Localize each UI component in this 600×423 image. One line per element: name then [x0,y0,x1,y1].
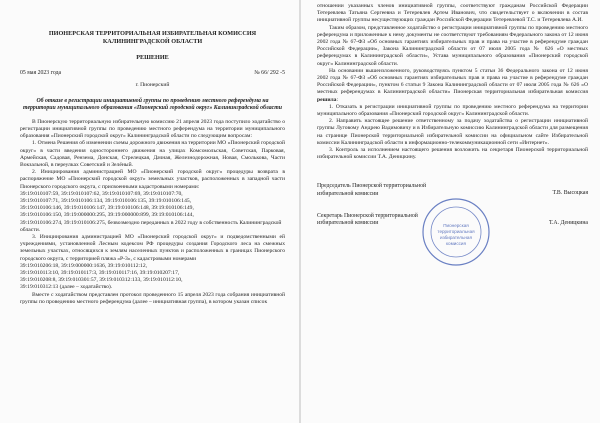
cadastral-line: 39:19:010106:274, 39:19:010106:275, безвозмездно переданных в 2022 году в собственность Калининградской области. [20,219,282,233]
paragraph-basis [317,68,588,104]
decision-subject: Об отказе в регистрации инициативной группы по проведению местного референдума на территории муниципального образования «Пионерский городской округ» Калининградской области [23,98,282,112]
decision-number: № 66/ 292 -5 [254,70,285,76]
resolved-word: решила [317,96,337,103]
paragraph-question-3: 3. Инициирования администрацией МО «Пионерский городской округ» и подведомственными ей учреждениями, установленной Лесным кодексом РФ процедуры создания Городского леса на смежных земельных участках, относящихся к землям населенных пунктов и расположенных в границах Пионерского городского округа, с территорией пляжа «Р-3», с кадастровыми номерами [20,234,285,262]
cadastral-line: 39:19:010106:150, 39:19:000000:295, 39:19:000000:899, 39:19:010106:144, [20,212,194,219]
decision-date: 05 мая 2023 года [20,70,62,76]
svg-text:комиссия: комиссия [446,241,466,247]
paragraph-question-2: 2. Инициирования администрацией МО «Пионерский городской округ» процедуры возврата в распоряжение МО «Пионерский городской округ» земельных участков, расположенных в западной части Пионерского городского округа, с присвоенными кадастровыми номерами: [20,169,285,190]
document-page-2 [301,0,600,423]
document-page-1 [0,0,299,423]
organization-name: ПИОНЕРСКАЯ ТЕРРИТОРИАЛЬНАЯ ИЗБИРАТЕЛЬНАЯ КОМИССИЯ КАЛИНИНГРАДСКОЙ ОБЛАСТИ [48,30,257,45]
commission-seal-stamp [421,197,491,267]
svg-text:избирательная: избирательная [440,235,472,241]
resolution-item-1: 1. Отказать в регистрации инициативной группы по проведению местного референдума на территории муниципального образования «Пионерский городской округ» Калининградской области. [317,103,588,118]
date-number-line [20,70,285,76]
place-of-issue: г. Пионерский [135,82,170,88]
resolution-item-3: 3. Контроль за исполнением настоящего решения возложить на секретаря Пионерской территориальной избирательной комиссии Т.А. Деницкину. [317,147,588,161]
cadastral-list-2 [20,263,285,292]
paragraph-intro: В Пионерскую территориальную избирательную комиссию 21 апреля 2023 года поступило ходатайство о регистрации инициативной группы по проведению местного референдума на территории муниципального образования «Пионерский городской округ» Калининградской области по следующим вопросам: [20,118,285,140]
cadastral-line: 39:19:010113:10, 39:19:010117:3, 39:19:010117:16, 39:19:010207:17, [20,270,180,277]
cadastral-list-1 [20,191,285,234]
cadastral-line: 39:19:010312:13 (далее – ходатайство). [20,284,113,291]
basis-colon: : [336,96,339,103]
paragraph-question-1: 1. Отмена Решения об изменении схемы дорожного движения на территории МО «Пионерский городской округ» в части введения одностороннего движения на улицах Комсомольская, Советская, Парковая, Армейская, Садовая, Рензема, Донская, Стрелецкая, Дачная, Железнодорожная, Новая, Смолькова, Части Вокзальной, в переулках Советский и Зелёный. [20,140,285,169]
cadastral-line: 39:19:010107:71, 39:19:010106:134, 39:19:010106:135, 39:19:010106:145, [20,198,192,205]
secretary-title-line-1: Секретарь Пионерской территориальной [317,212,418,219]
cadastral-line: 39:19:010208:8, 39:19:010301:57, 39:19:010312:133, 39:19:010112:10, [20,277,183,284]
chairman-name: Т.В. Высоцкая [552,190,588,197]
chairman-signature-row [317,183,588,198]
basis-text: На основании вышеизложенного, руководствуясь пунктом 5 статьи 36 Федерального закона от 12 июня 2002 года № 67-ФЗ «Об основных гарантиях избирательных прав и права на участие в референдуме граждан Российской Федерации», пунктом 6 статьи 9 Закона Калининградской области от 07 июля 2005 года № 626 «О местных референдумах в Калининградской области» Пионерская территориальная избирательная комиссия [317,67,588,96]
svg-text:Пионерская: Пионерская [443,223,469,229]
cadastral-line: 39:19:010106:146, 39:19:010106:147, 39:19:010106:148, 39:19:010106:149, [20,205,194,212]
paragraph-conclusion: Таким образом, представленное ходатайство о регистрации инициативной группы по проведению местного референдума и приложенные к нему документы не соответствуют требованиям Федерального закона от 12 июня 2002 года № 67-ФЗ «Об основных гарантиях избирательных прав и права на участие в референдуме граждан Российской Федерации», Закона Калининградской области от 07 июля 2005 года № 626 «О местных референдумах в Калининградской области», Устава муниципального образования «Пионерский городской округ» Калининградской области. [317,24,588,67]
chairman-title-line-2: избирательной комиссии [317,191,379,198]
document-type: РЕШЕНИЕ [136,54,169,61]
secretary-name: Т.А. Деницкина [549,219,588,226]
svg-text:территориальная: территориальная [437,229,475,235]
resolution-item-2: 2. Направить настоящее решение ответственному за подачу ходатайства о регистрации инициативной группы Луговому Андрею Вадимовичу и в Избирательную комиссию Калининградской области для размещения на странице Пионерской территориальной избирательной комиссии на официальном сайте Избирательной комиссии Калининградской области в информационно-телекоммуникационной сети «Интернет». [317,118,588,146]
cadastral-line: 39:19:010206:18, 39:19:000000:1636, 39:19:010112:12, [20,262,148,269]
paragraph-protocol: Вместе с ходатайством представлен протокол проведенного 15 апреля 2023 года собрания инициативной группы по проведению местного референдума (далее – инициативная группа), в котором указан список [20,291,285,305]
paragraph-continuation: отношении указанных членов инициативной группы, соответствуют гражданам Российской Федерации Тетеревлева Татьяна Сергеевна и Тетеревлев Артем Иванович, что свидетельствует о включении в состав инициативной группы несуществующих граждан Российской Федерации Тетеревлевой Т.С. и Тетеревлева А.И. [317,3,588,24]
secretary-title-line-2: избирательной комиссии [317,220,379,227]
cadastral-line: 39:19:010107:59, 39:19:010107:62, 39:19:010107:69, 39:19:010107:70, [20,190,183,197]
chairman-title-line-1: Председатель Пионерской территориальной [317,183,427,190]
signature-block [317,183,588,247]
